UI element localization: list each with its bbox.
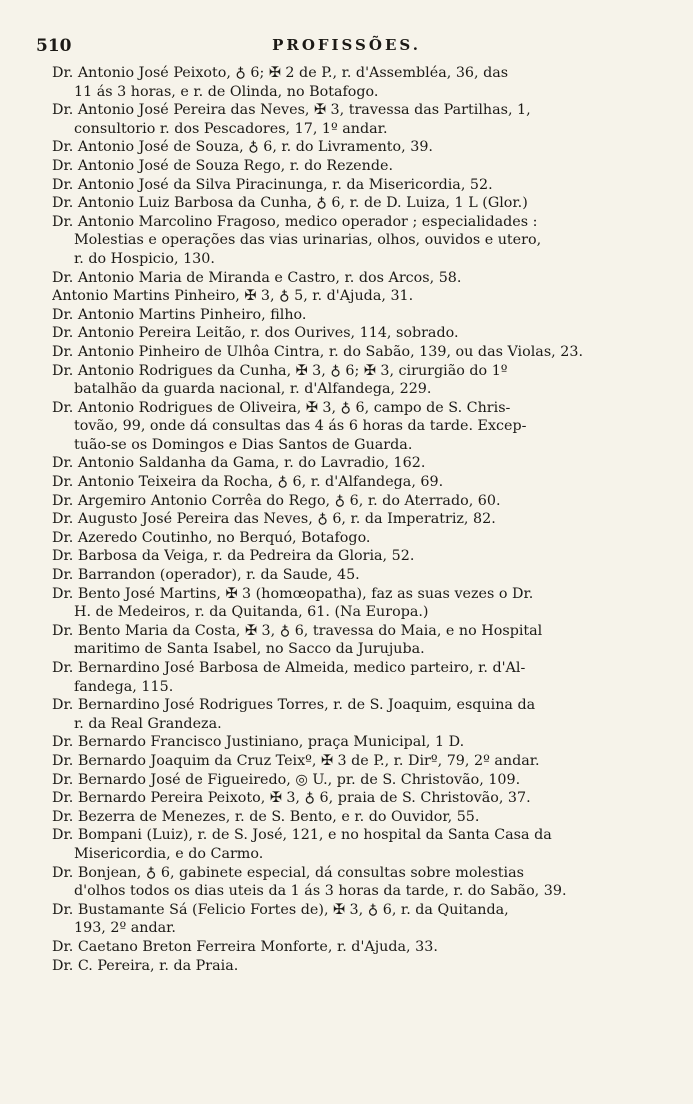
entry-line: Dr. Augusto José Pereira das Neves, ♁ 6, r. da Imperatriz, 82. [52, 511, 496, 528]
directory-entry [52, 696, 630, 733]
page-header [36, 36, 657, 60]
directory-entry [52, 585, 630, 622]
directory-entries [52, 64, 630, 975]
running-head: PROFISSÕES. [272, 36, 421, 54]
entry-line: Dr. Bonjean, ♁ 6, gabinete especial, dá consultas sobre molestias [52, 864, 524, 881]
entry-line: Dr. Bernardino José Barbosa de Almeida, medico parteiro, r. d'Al- [52, 660, 526, 676]
directory-entry [52, 194, 630, 213]
directory-entry [52, 343, 630, 362]
entry-line: Dr. C. Pereira, r. da Praia. [52, 957, 239, 974]
entry-continuation-line: tovão, 99, onde dá consultas das 4 ás 6 horas da tarde. Excep- [74, 418, 527, 435]
entry-line: Dr. Antonio José de Souza Rego, r. do Rezende. [52, 157, 393, 174]
entry-line: Dr. Bernardo Pereira Peixoto, ✠ 3, ♁ 6, praia de S. Christovão, 37. [52, 790, 531, 807]
entry-line: Dr. Antonio Saldanha da Gama, r. do Lavradio, 162. [52, 455, 426, 472]
entry-continuation-line: r. da Real Grandeza. [74, 715, 222, 732]
entry-line: Dr. Bernardo Francisco Justiniano, praça Municipal, 1 D. [52, 734, 465, 751]
entry-line: Dr. Caetano Breton Ferreira Monforte, r. d'Ajuda, 33. [52, 938, 438, 955]
directory-entry [52, 752, 630, 771]
directory-entry [52, 789, 630, 808]
entry-line: Antonio Martins Pinheiro, ✠ 3, ♁ 5, r. d'Ajuda, 31. [52, 288, 414, 305]
directory-entry [52, 492, 630, 511]
entry-continuation-line: 11 ás 3 horas, e r. de Olinda, no Botafogo. [74, 83, 379, 100]
entry-line: Dr. Bustamante Sá (Felicio Fortes de), ✠ 3, ♁ 6, r. da Quitanda, [52, 901, 509, 918]
directory-entry [52, 547, 630, 566]
entry-line: Dr. Bernardino José Rodrigues Torres, r. de S. Joaquim, esquina da [52, 697, 536, 714]
directory-entry [52, 808, 630, 827]
directory-entry [52, 864, 630, 901]
entry-line: Dr. Antonio Maria de Miranda e Castro, r. dos Arcos, 58. [52, 269, 462, 286]
entry-line: Dr. Antonio Rodrigues da Cunha, ✠ 3, ♁ 6; ✠ 3, cirurgião do 1º [52, 362, 508, 379]
directory-entry [52, 622, 630, 659]
directory-entry [52, 399, 630, 455]
entry-continuation-line: d'olhos todos os dias uteis da 1 ás 3 horas da tarde, r. do Sabão, 39. [74, 883, 567, 900]
entry-line: Dr. Antonio Marcolino Fragoso, medico operador ; especialidades : [52, 213, 538, 230]
directory-entry [52, 138, 630, 157]
directory-entry [52, 529, 630, 548]
entry-line: Dr. Barrandon (operador), r. da Saude, 45. [52, 567, 360, 584]
directory-entry [52, 771, 630, 790]
directory-entry [52, 157, 630, 176]
entry-continuation-line: H. de Medeiros, r. da Quitanda, 61. (Na Europa.) [74, 604, 429, 621]
directory-entry [52, 362, 630, 399]
entry-line: Dr. Antonio José Pereira das Neves, ✠ 3, travessa das Partilhas, 1, [52, 102, 531, 119]
directory-entry [52, 901, 630, 938]
entry-line: Dr. Bento Maria da Costa, ✠ 3, ♁ 6, travessa do Maia, e no Hospital [52, 622, 543, 639]
entry-line: Dr. Antonio José da Silva Piracinunga, r. da Misericordia, 52. [52, 176, 493, 193]
directory-entry [52, 473, 630, 492]
entry-continuation-line: tuão-se os Domingos e Dias Santos de Guarda. [74, 436, 413, 453]
entry-continuation-line: consultorio r. dos Pescadores, 17, 1º andar. [74, 120, 388, 137]
directory-entry [52, 287, 630, 306]
entry-line: Dr. Antonio Rodrigues de Oliveira, ✠ 3, ♁ 6, campo de S. Chris- [52, 399, 511, 416]
entry-continuation-line: Misericordia, e do Carmo. [74, 845, 264, 862]
entry-line: Dr. Bezerra de Menezes, r. de S. Bento, e r. do Ouvidor, 55. [52, 808, 480, 825]
entry-line: Dr. Barbosa da Veiga, r. da Pedreira da Gloria, 52. [52, 548, 415, 565]
entry-line: Dr. Antonio Teixeira da Rocha, ♁ 6, r. d'Alfandega, 69. [52, 474, 444, 491]
directory-entry [52, 176, 630, 195]
entry-line: Dr. Bernardo Joaquim da Cruz Teixº, ✠ 3 de P., r. Dirº, 79, 2º andar. [52, 752, 540, 769]
entry-continuation-line: 193, 2º andar. [74, 920, 176, 937]
directory-entry [52, 938, 630, 957]
directory-entry [52, 64, 630, 101]
entry-continuation-line: r. do Hospicio, 130. [74, 250, 215, 267]
directory-entry [52, 101, 630, 138]
entry-continuation-line: fandega, 115. [74, 678, 174, 695]
directory-entry [52, 454, 630, 473]
entry-line: Dr. Argemiro Antonio Corrêa do Rego, ♁ 6, r. do Aterrado, 60. [52, 492, 501, 509]
directory-entry [52, 659, 630, 696]
directory-entry [52, 269, 630, 288]
directory-entry [52, 324, 630, 343]
entry-line: Dr. Bompani (Luiz), r. de S. José, 121, e no hospital da Santa Casa da [52, 827, 552, 844]
entry-continuation-line: batalhão da guarda nacional, r. d'Alfandega, 229. [74, 381, 432, 398]
entry-line: Dr. Antonio Luiz Barbosa da Cunha, ♁ 6, r. de D. Luiza, 1 L (Glor.) [52, 195, 528, 212]
entry-line: Dr. Antonio José Peixoto, ♁ 6; ✠ 2 de P., r. d'Assembléa, 36, das [52, 65, 509, 81]
entry-line: Dr. Antonio Pinheiro de Ulhôa Cintra, r. do Sabão, 139, ou das Violas, 23. [52, 343, 583, 360]
directory-entry [52, 733, 630, 752]
entry-continuation-line: maritimo de Santa Isabel, no Sacco da Jurujuba. [74, 641, 425, 658]
entry-line: Dr. Bernardo José de Figueiredo, ◎ U., pr. de S. Christovão, 109. [52, 771, 521, 788]
entry-continuation-line: Molestias e operações das vias urinarias, olhos, ouvidos e utero, [74, 232, 542, 249]
directory-entry [52, 566, 630, 585]
entry-line: Dr. Antonio Martins Pinheiro, filho. [52, 306, 307, 323]
entry-line: Dr. Bento José Martins, ✠ 3 (homœopatha), faz as suas vezes o Dr. [52, 585, 534, 602]
directory-entry [52, 306, 630, 325]
directory-entry [52, 213, 630, 269]
page-number: 510 [36, 36, 72, 56]
directory-entry [52, 957, 630, 976]
entry-line: Dr. Antonio José de Souza, ♁ 6, r. do Livramento, 39. [52, 139, 433, 156]
directory-entry [52, 826, 630, 863]
entry-line: Dr. Antonio Pereira Leitão, r. dos Ourives, 114, sobrado. [52, 325, 459, 342]
entry-line: Dr. Azeredo Coutinho, no Berquó, Botafogo. [52, 529, 371, 546]
directory-entry [52, 510, 630, 529]
